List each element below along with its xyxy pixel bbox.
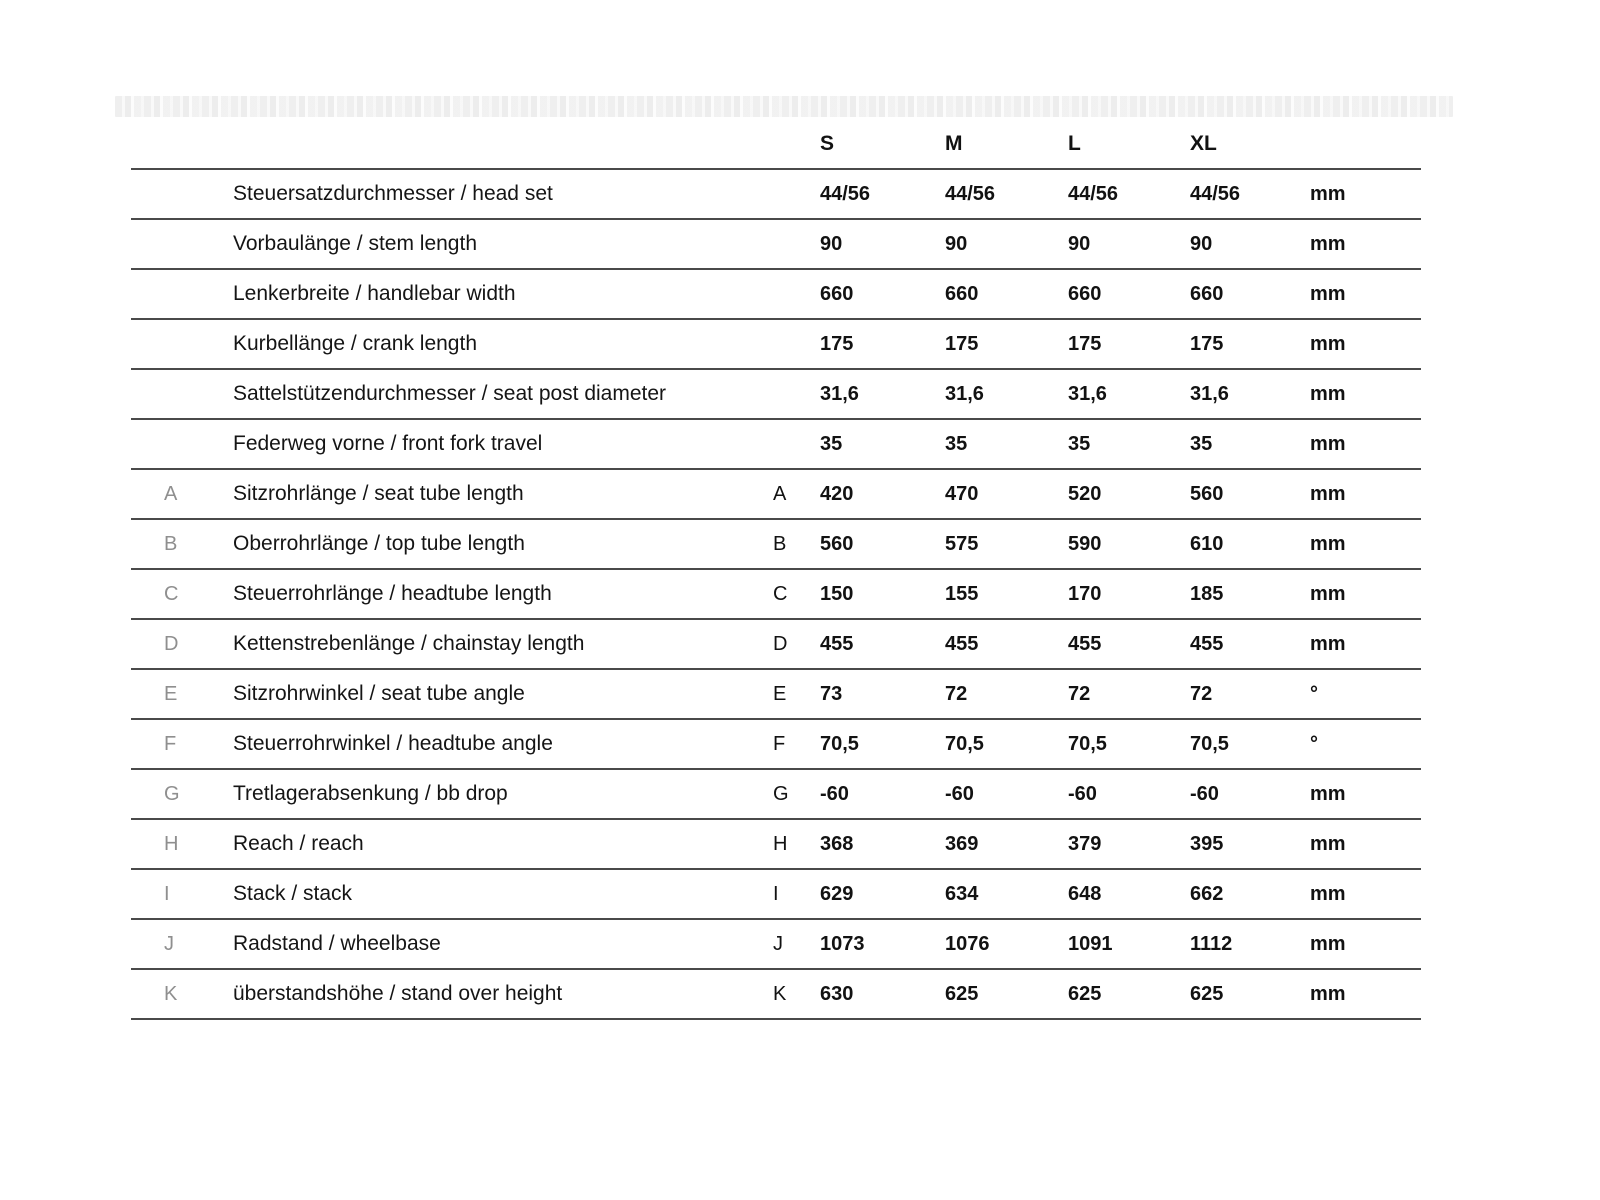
row-value-l: 70,5 [1068, 732, 1107, 755]
table-row [131, 270, 1421, 320]
row-value-l: 660 [1068, 282, 1102, 305]
row-value-s: 150 [820, 582, 854, 605]
row-label: Steuerrohrwinkel / headtube angle [233, 732, 553, 755]
row-dimension-letter: J [773, 932, 783, 955]
row-value-l: 455 [1068, 632, 1102, 655]
row-label: Kettenstrebenlänge / chainstay length [233, 632, 585, 655]
row-value-m: -60 [945, 782, 974, 805]
row-index-letter: I [164, 882, 170, 905]
table-row [131, 970, 1421, 1020]
row-value-m: 1076 [945, 932, 990, 955]
row-value-l: 175 [1068, 332, 1102, 355]
geometry-table [131, 120, 1421, 1020]
row-unit: mm [1310, 532, 1346, 555]
row-value-s: 44/56 [820, 182, 871, 205]
row-unit: mm [1310, 382, 1346, 405]
table-row [131, 870, 1421, 920]
row-unit: mm [1310, 432, 1346, 455]
row-index-letter: J [164, 932, 174, 955]
row-value-xl: 185 [1190, 582, 1224, 605]
row-value-xl: 35 [1190, 432, 1213, 455]
row-value-m: 455 [945, 632, 979, 655]
row-value-xl: 662 [1190, 882, 1224, 905]
row-value-xl: 44/56 [1190, 182, 1241, 205]
row-value-m: 70,5 [945, 732, 984, 755]
row-value-l: 90 [1068, 232, 1091, 255]
spec-table-body [131, 168, 1421, 1020]
row-value-s: 90 [820, 232, 843, 255]
row-value-l: 625 [1068, 982, 1102, 1005]
size-header-row [131, 120, 1421, 168]
row-value-m: 625 [945, 982, 979, 1005]
row-value-xl: 455 [1190, 632, 1224, 655]
row-value-m: 35 [945, 432, 968, 455]
row-value-s: 35 [820, 432, 843, 455]
row-value-l: 35 [1068, 432, 1091, 455]
row-label: Oberrohrlänge / top tube length [233, 532, 525, 555]
row-value-m: 634 [945, 882, 979, 905]
row-index-letter: G [164, 782, 180, 805]
row-unit: ° [1310, 732, 1318, 755]
row-index-letter: D [164, 632, 179, 655]
row-unit: mm [1310, 832, 1346, 855]
size-header-m: M [945, 132, 963, 155]
watermark-band [115, 96, 1453, 117]
table-row [131, 470, 1421, 520]
row-label: Sattelstützendurchmesser / seat post diameter [233, 382, 667, 405]
row-value-l: 170 [1068, 582, 1102, 605]
table-row [131, 170, 1421, 220]
table-row [131, 920, 1421, 970]
row-unit: mm [1310, 232, 1346, 255]
row-value-s: 175 [820, 332, 854, 355]
row-value-l: 520 [1068, 482, 1102, 505]
row-dimension-letter: F [773, 732, 786, 755]
row-unit: mm [1310, 632, 1346, 655]
row-value-m: 575 [945, 532, 979, 555]
row-index-letter: K [164, 982, 178, 1005]
row-label: Federweg vorne / front fork travel [233, 432, 543, 455]
size-header-s: S [820, 132, 835, 155]
table-row [131, 420, 1421, 470]
row-label: Sitzrohrlänge / seat tube length [233, 482, 524, 505]
row-label: Steuerrohrlänge / headtube length [233, 582, 552, 605]
row-index-letter: F [164, 732, 177, 755]
table-row [131, 520, 1421, 570]
row-value-xl: 90 [1190, 232, 1213, 255]
table-row [131, 370, 1421, 420]
row-value-s: 420 [820, 482, 854, 505]
row-unit: mm [1310, 582, 1346, 605]
row-value-m: 90 [945, 232, 968, 255]
row-value-m: 44/56 [945, 182, 996, 205]
row-value-s: 368 [820, 832, 854, 855]
row-value-s: 455 [820, 632, 854, 655]
row-value-m: 660 [945, 282, 979, 305]
row-unit: mm [1310, 282, 1346, 305]
row-value-xl: 560 [1190, 482, 1224, 505]
row-value-s: 70,5 [820, 732, 859, 755]
row-dimension-letter: D [773, 632, 788, 655]
row-unit: mm [1310, 482, 1346, 505]
row-label: Lenkerbreite / handlebar width [233, 282, 516, 305]
row-value-l: 72 [1068, 682, 1091, 705]
row-value-m: 155 [945, 582, 979, 605]
row-label: Kurbellänge / crank length [233, 332, 477, 355]
row-dimension-letter: G [773, 782, 789, 805]
row-value-s: -60 [820, 782, 849, 805]
row-value-xl: 72 [1190, 682, 1213, 705]
row-unit: mm [1310, 332, 1346, 355]
row-dimension-letter: C [773, 582, 788, 605]
row-value-m: 31,6 [945, 382, 984, 405]
row-dimension-letter: I [773, 882, 779, 905]
row-value-s: 629 [820, 882, 854, 905]
row-value-s: 73 [820, 682, 843, 705]
row-dimension-letter: A [773, 482, 787, 505]
row-dimension-letter: H [773, 832, 788, 855]
size-header-xl: XL [1190, 132, 1217, 155]
row-value-xl: 625 [1190, 982, 1224, 1005]
row-value-xl: 1112 [1190, 932, 1233, 955]
table-row [131, 320, 1421, 370]
row-label: Reach / reach [233, 832, 364, 855]
row-dimension-letter: E [773, 682, 787, 705]
row-value-l: -60 [1068, 782, 1097, 805]
table-row [131, 770, 1421, 820]
row-value-m: 175 [945, 332, 979, 355]
row-dimension-letter: K [773, 982, 787, 1005]
row-label: Vorbaulänge / stem length [233, 232, 478, 255]
row-value-s: 630 [820, 982, 854, 1005]
table-row [131, 570, 1421, 620]
row-value-l: 31,6 [1068, 382, 1107, 405]
row-value-l: 648 [1068, 882, 1102, 905]
row-value-xl: 395 [1190, 832, 1224, 855]
row-unit: mm [1310, 882, 1346, 905]
row-index-letter: C [164, 582, 179, 605]
table-row [131, 620, 1421, 670]
row-index-letter: A [164, 482, 178, 505]
table-row [131, 720, 1421, 770]
table-row [131, 220, 1421, 270]
row-value-xl: 175 [1190, 332, 1224, 355]
row-value-xl: 31,6 [1190, 382, 1229, 405]
table-row [131, 670, 1421, 720]
row-index-letter: H [164, 832, 179, 855]
row-unit: mm [1310, 932, 1346, 955]
row-value-s: 560 [820, 532, 854, 555]
row-value-xl: 660 [1190, 282, 1224, 305]
row-value-m: 72 [945, 682, 968, 705]
row-value-l: 1091 [1068, 932, 1113, 955]
row-value-l: 379 [1068, 832, 1102, 855]
row-value-xl: -60 [1190, 782, 1219, 805]
row-dimension-letter: B [773, 532, 787, 555]
row-unit: ° [1310, 682, 1318, 705]
row-label: Steuersatzdurchmesser / head set [233, 182, 553, 205]
row-unit: mm [1310, 982, 1346, 1005]
row-unit: mm [1310, 182, 1346, 205]
row-index-letter: E [164, 682, 178, 705]
row-value-l: 44/56 [1068, 182, 1119, 205]
row-label: Radstand / wheelbase [233, 932, 441, 955]
row-index-letter: B [164, 532, 178, 555]
row-value-s: 31,6 [820, 382, 859, 405]
table-row [131, 820, 1421, 870]
row-value-s: 1073 [820, 932, 865, 955]
row-label: überstandshöhe / stand over height [233, 982, 563, 1005]
row-value-xl: 70,5 [1190, 732, 1229, 755]
row-value-l: 590 [1068, 532, 1102, 555]
row-unit: mm [1310, 782, 1346, 805]
row-value-m: 470 [945, 482, 979, 505]
row-value-xl: 610 [1190, 532, 1224, 555]
row-value-m: 369 [945, 832, 979, 855]
size-header-l: L [1068, 132, 1081, 155]
row-label: Tretlagerabsenkung / bb drop [233, 782, 508, 805]
row-value-s: 660 [820, 282, 854, 305]
row-label: Sitzrohrwinkel / seat tube angle [233, 682, 525, 705]
row-label: Stack / stack [233, 882, 353, 905]
